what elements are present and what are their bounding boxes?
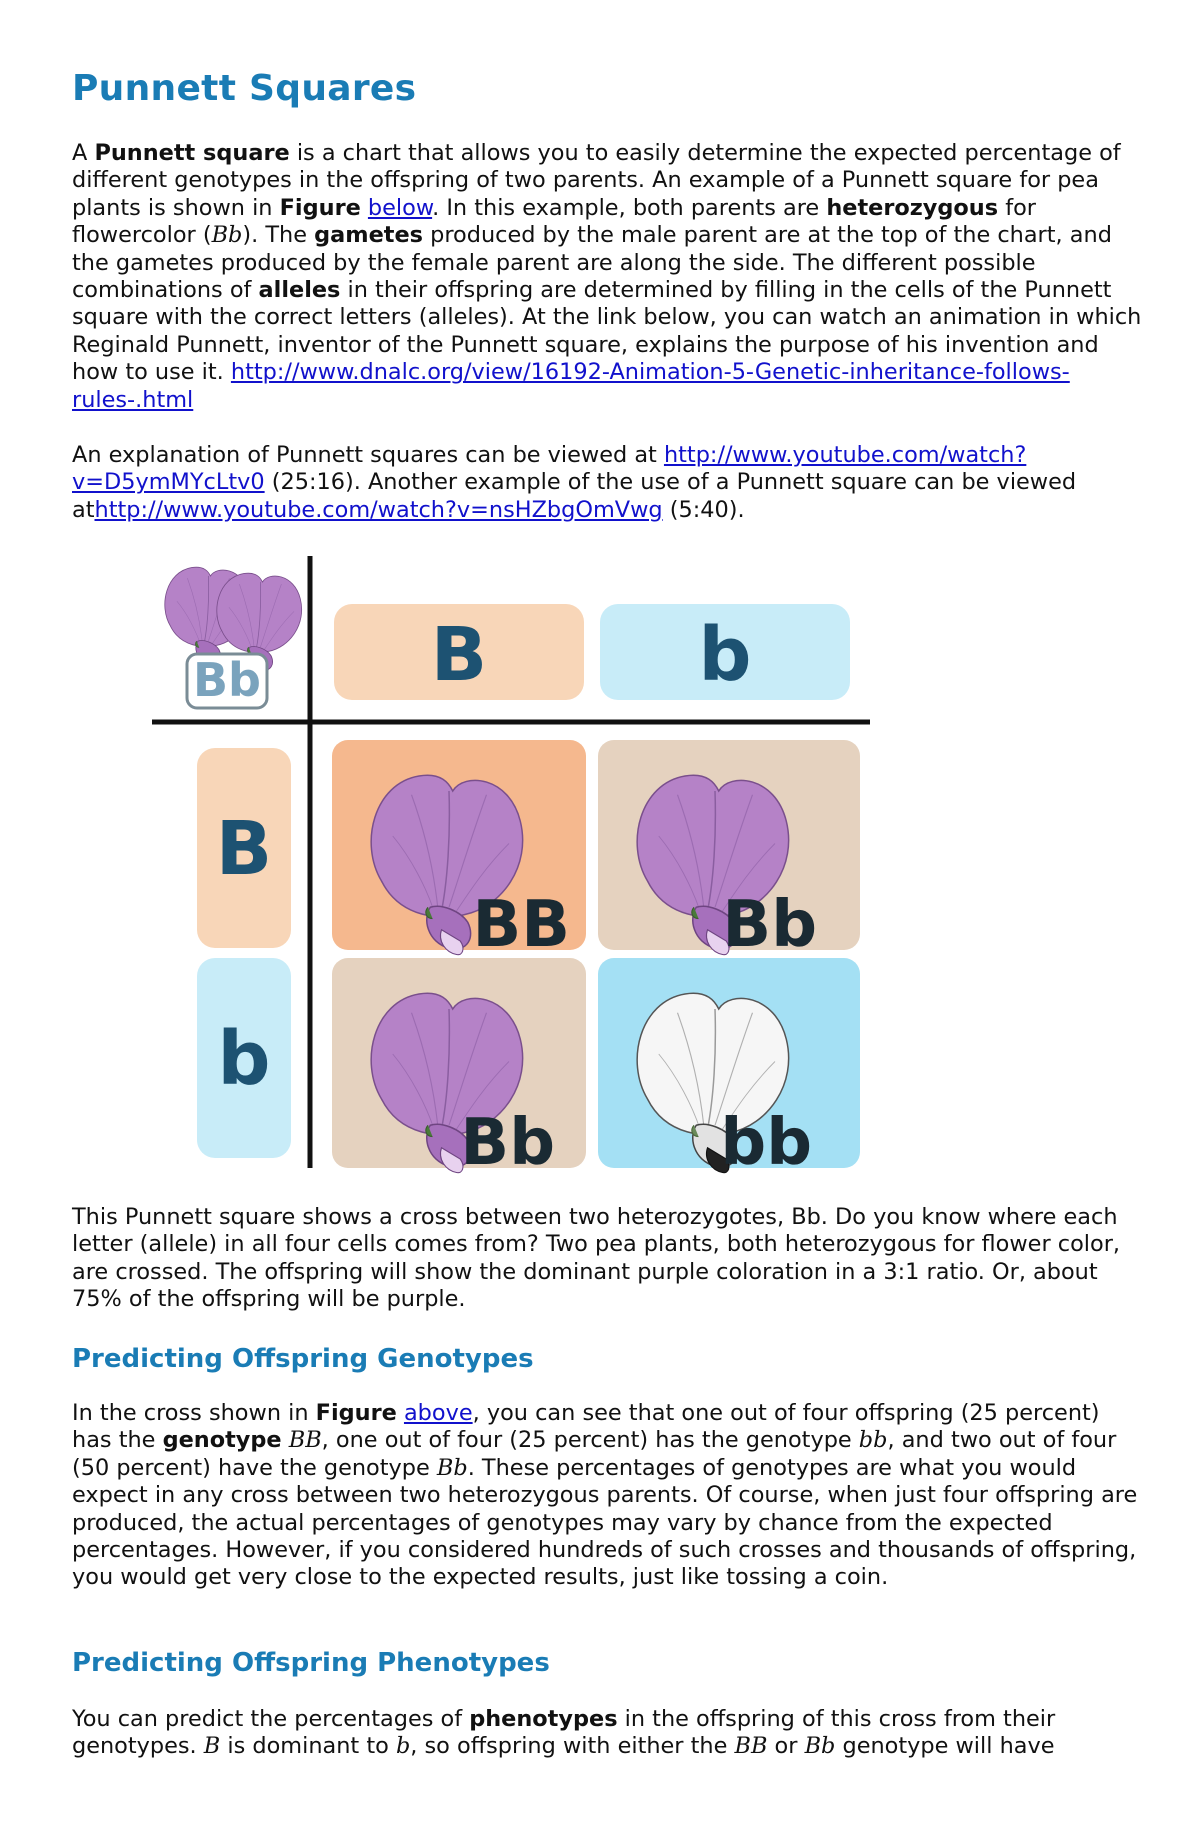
- term-phenotypes: phenotypes: [469, 1706, 618, 1732]
- figure-caption: This Punnett square shows a cross between two heterozygotes, Bb. Do you know where each letter (allele) in all four cells comes from? Two pea plants, both heterozygous for flower color, are crossed. The offspring will show the dominant purple coloration in a 3:1 ratio. Or, about 75% of the offspring will be purple.: [72, 1204, 1121, 1313]
- intro-paragraph: [72, 140, 1142, 414]
- spacer-text: [361, 195, 368, 221]
- cell-genotype-bb: bb: [720, 1106, 812, 1176]
- section-text: . These percentages of genotypes are what you would expect in any cross between two heterozygous parents. Of course, when just four offspring are produced, the actual percentages of genotypes may vary by chance from the expected percentages. However, if you considered hundreds of such crosses and thousands of offspring, you would get very close to the expected results, just like tossing a coin.: [72, 1454, 1138, 1591]
- intro-text: is a chart that allows you to easily determine the expected percentage of different genotypes in the offspring of two parents. An example of a Punnett square for pea plants is shown in: [72, 140, 1121, 221]
- section-text: genotype will have: [835, 1733, 1055, 1760]
- intro-text: A: [72, 140, 95, 166]
- genotype-italic: BB: [734, 1733, 768, 1760]
- term-heterozygous: heterozygous: [826, 194, 999, 221]
- top-allele-recessive: b: [698, 612, 752, 698]
- genotype-italic: Bb: [436, 1454, 468, 1481]
- intro-text: produced by the male parent are at the top of the chart, and the gametes produced by the female parent are along the side. The different possible combinations of: [72, 222, 1112, 304]
- allele-italic: B: [203, 1733, 221, 1760]
- section-text: , one out of four (25 percent) has the genotype: [321, 1427, 859, 1454]
- cell-genotype-Bb-top: Bb: [722, 888, 817, 962]
- genotype-italic: Bb: [211, 222, 243, 249]
- page-title: Punnett Squares: [72, 68, 417, 109]
- section-text: , so offspring with either the: [410, 1733, 735, 1760]
- parent-genotype-label: Bb: [193, 653, 261, 707]
- figure-below-link[interactable]: below: [367, 194, 433, 221]
- genotype-italic: Bb: [804, 1733, 836, 1760]
- youtube-link-1[interactable]: http://www.youtube.com/watch?v=D5ymMYcLtv0: [72, 442, 1027, 496]
- term-figure: Figure: [315, 1400, 397, 1426]
- top-allele-dominant: B: [430, 612, 488, 698]
- intro-text: for flowercolor (: [72, 194, 1036, 249]
- figure-above-link[interactable]: above: [403, 1400, 473, 1426]
- cell-genotype-BB: BB: [472, 888, 570, 962]
- spacer-text: [397, 1400, 404, 1426]
- explain-text: (5:40).: [662, 496, 745, 523]
- term-figure: Figure: [279, 194, 361, 221]
- parent-flowers-icon: [165, 567, 302, 708]
- punnett-square-figure: [152, 556, 882, 1176]
- term-genotype: genotype: [162, 1427, 282, 1454]
- spacer-text: [282, 1427, 289, 1453]
- section-text: is dominant to: [220, 1733, 396, 1760]
- term-alleles: alleles: [258, 277, 341, 304]
- explanation-paragraph: [72, 442, 1142, 524]
- side-allele-recessive: b: [217, 1016, 271, 1102]
- section-text: In the cross shown in: [72, 1400, 316, 1426]
- section-text: in the offspring of this cross from their genotypes.: [72, 1706, 1056, 1760]
- section-text: or: [767, 1733, 805, 1760]
- side-allele-dominant: B: [215, 806, 273, 892]
- allele-italic: b: [395, 1733, 411, 1760]
- term-punnett-square: Punnett square: [94, 140, 290, 166]
- section-text: , you can see that one out of four offspring (25 percent) has the: [72, 1400, 1100, 1454]
- section-heading-genotypes: Predicting Offspring Genotypes: [72, 1344, 534, 1374]
- cell-genotype-Bb-bottom: Bb: [460, 1106, 555, 1176]
- phenotypes-paragraph: [72, 1706, 1142, 1761]
- genotype-italic: BB: [288, 1427, 322, 1454]
- section-text: You can predict the percentages of: [72, 1706, 470, 1732]
- genotypes-paragraph: [72, 1400, 1142, 1592]
- genotype-italic: bb: [858, 1427, 888, 1454]
- section-heading-phenotypes: Predicting Offspring Phenotypes: [72, 1648, 550, 1678]
- dnalc-animation-link[interactable]: http://www.dnalc.org/view/16192-Animation-5-Genetic-inheritance-follows-rules-.html: [72, 359, 1070, 413]
- intro-text: . In this example, both parents are: [432, 194, 827, 221]
- intro-text: ). The: [242, 222, 315, 249]
- explain-text: An explanation of Punnett squares can be viewed at: [72, 442, 664, 468]
- youtube-link-2[interactable]: http://www.youtube.com/watch?v=nsHZbgOmVwg: [94, 496, 663, 523]
- section-text: , and two out of four (50 percent) have the genotype: [72, 1427, 1117, 1481]
- punnett-square-svg: [152, 556, 882, 1176]
- intro-text: in their offspring are determined by filling in the cells of the Punnett square with the correct letters (alleles). At the link below, you can watch an animation in which Reginald Punnett, inventor of the Punnett square, explains the purpose of his invention and how to use it.: [72, 277, 1142, 386]
- explain-text: (25:16). Another example of the use of a Punnett square can be viewed at: [72, 469, 1077, 523]
- term-gametes: gametes: [314, 222, 423, 249]
